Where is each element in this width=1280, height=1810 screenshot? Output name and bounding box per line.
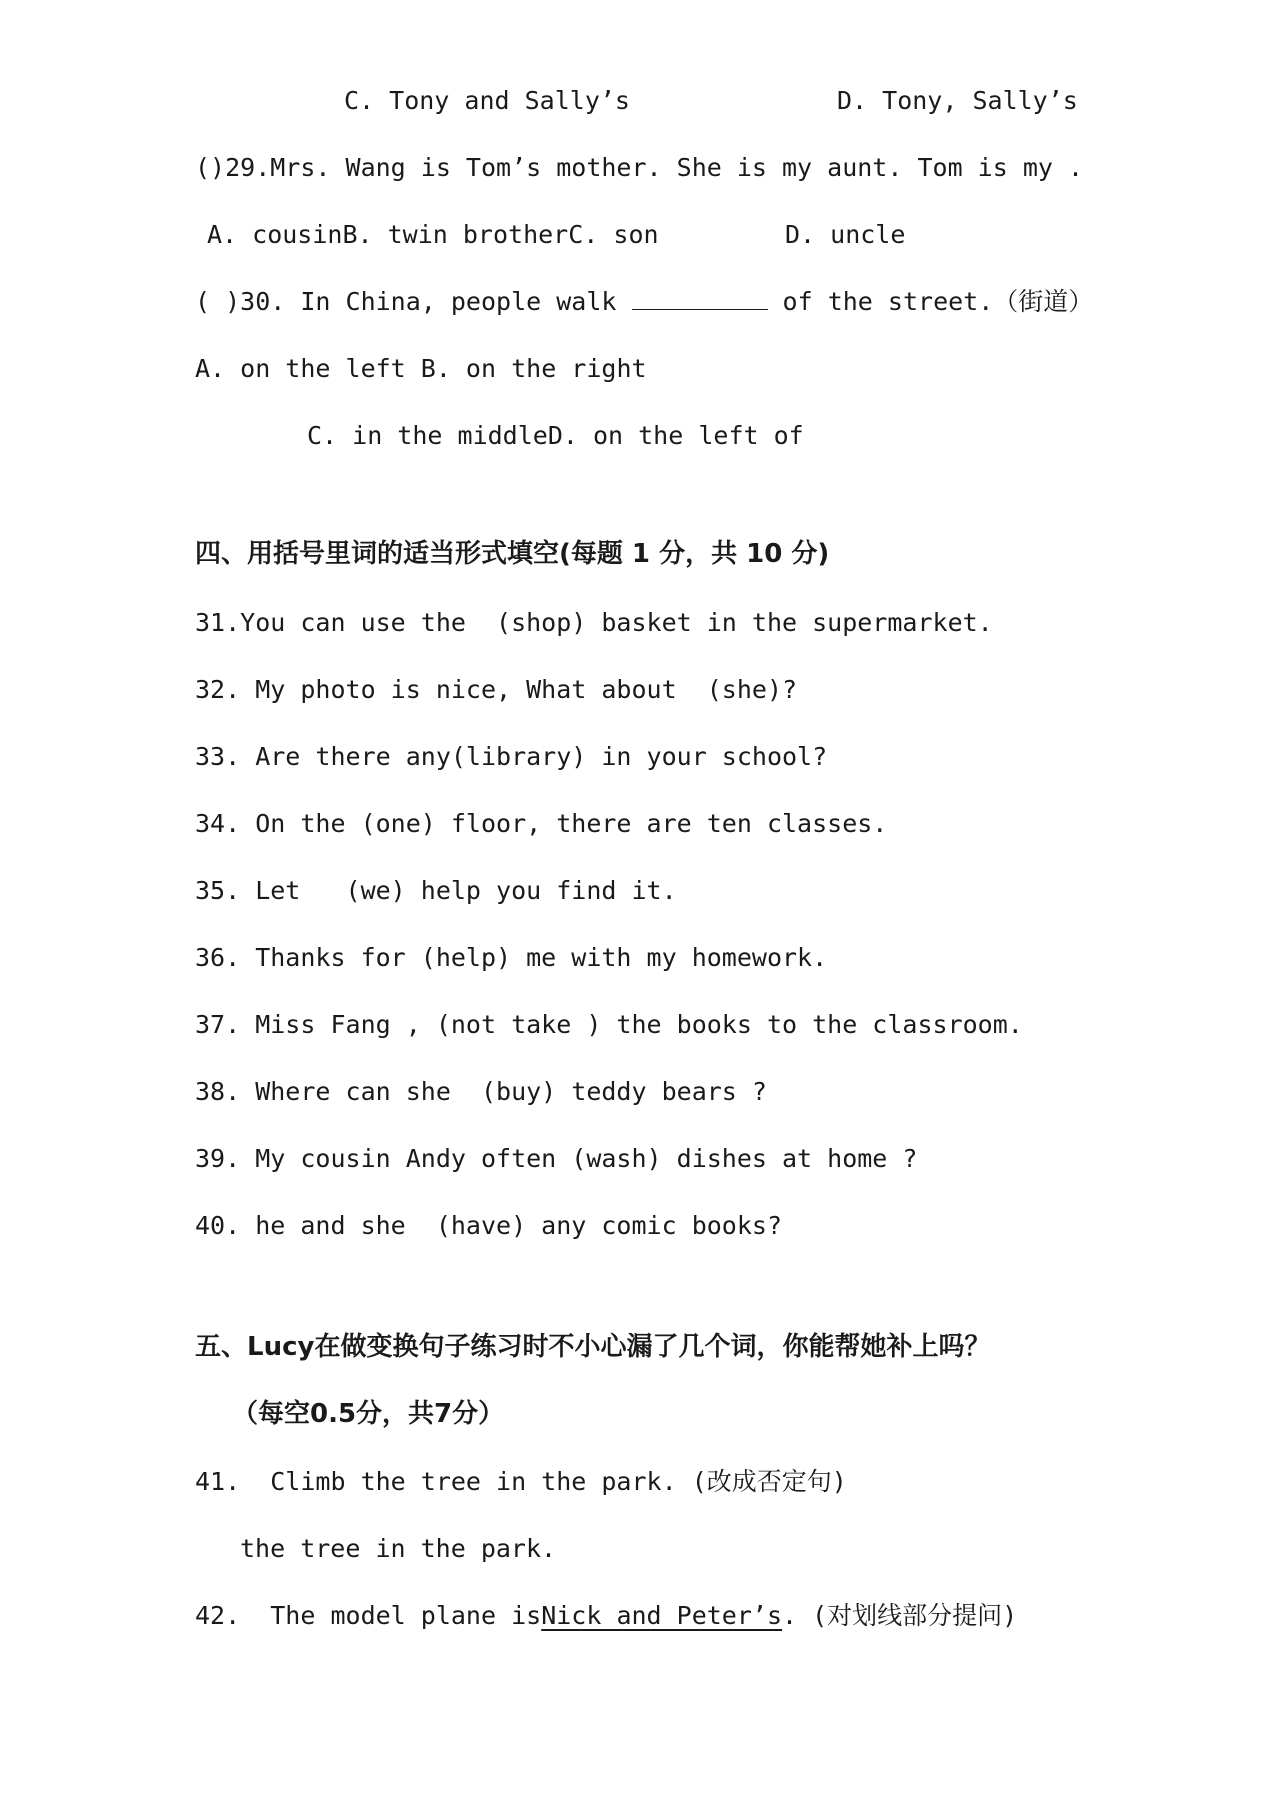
q29-stem: ()29.Mrs. Wang is Tom’s mother. She is my aunt. Tom is my . [195, 153, 1084, 182]
q29-options [207, 218, 659, 252]
question-42-underlined: Nick and Peter’s [541, 1601, 783, 1630]
question-34: 34. On the (one) floor, there are ten classes. [195, 809, 888, 838]
q30-stem-after: of the street.（街道） [767, 287, 1094, 316]
q30-option-d: D. on the left of [547, 421, 804, 450]
question-32: 32. My photo is nice, What about (she)? [195, 675, 798, 704]
q28-option-d: D. Tony, Sally’s [837, 86, 1078, 115]
question-35: 35. Let (we) help you find it. [195, 876, 677, 905]
question-42 [195, 1599, 1017, 1633]
question-31: 31.You can use the (shop) basket in the supermarket. [195, 608, 993, 637]
question-40: 40. he and she (have) any comic books? [195, 1211, 782, 1240]
section5-heading: 五、Lucy在做变换句子练习时不小心漏了几个词，你能帮她补上吗？ [195, 1332, 991, 1362]
question-37: 37. Miss Fang , (not take ) the books to the classroom. [195, 1010, 1023, 1039]
q30-answer-blank [632, 287, 768, 310]
q28-option-c: C. Tony and Sally’s [344, 86, 630, 115]
q29-option-c: C. son [568, 220, 659, 249]
section5-scoring: （每空0.5分，共7分） [232, 1399, 505, 1429]
question-41: 41. Climb the tree in the park. (改成否定句) [195, 1467, 847, 1496]
question-39: 39. My cousin Andy often (wash) dishes at home ? [195, 1144, 918, 1173]
section4-heading: 四、用括号里词的适当形式填空(每题 1 分，共 10 分) [195, 539, 830, 569]
q29-option-d: D. uncle [785, 220, 906, 249]
question-42-before: 42. The model plane is [195, 1601, 542, 1630]
q30-option-b: B. on the right [420, 354, 647, 383]
question-36: 36. Thanks for (help) me with my homework. [195, 943, 828, 972]
q30-option-c: C. in the middle [307, 421, 548, 450]
q30-options-ab [195, 352, 647, 386]
q30-stem [195, 285, 1093, 319]
q30-option-a: A. on the left [195, 354, 406, 383]
q29-option-b: B. twin brother [342, 220, 569, 249]
question-33: 33. Are there any(library) in your school? [195, 742, 828, 771]
q30-options-cd [307, 419, 804, 453]
question-38: 38. Where can she (buy) teddy bears ? [195, 1077, 767, 1106]
question-41-answer-line: the tree in the park. [240, 1534, 557, 1563]
q30-stem-before: ( )30. In China, people walk [195, 287, 632, 316]
question-42-after: . (对划线部分提问) [782, 1601, 1018, 1630]
q29-option-a: A. cousin [207, 220, 343, 249]
